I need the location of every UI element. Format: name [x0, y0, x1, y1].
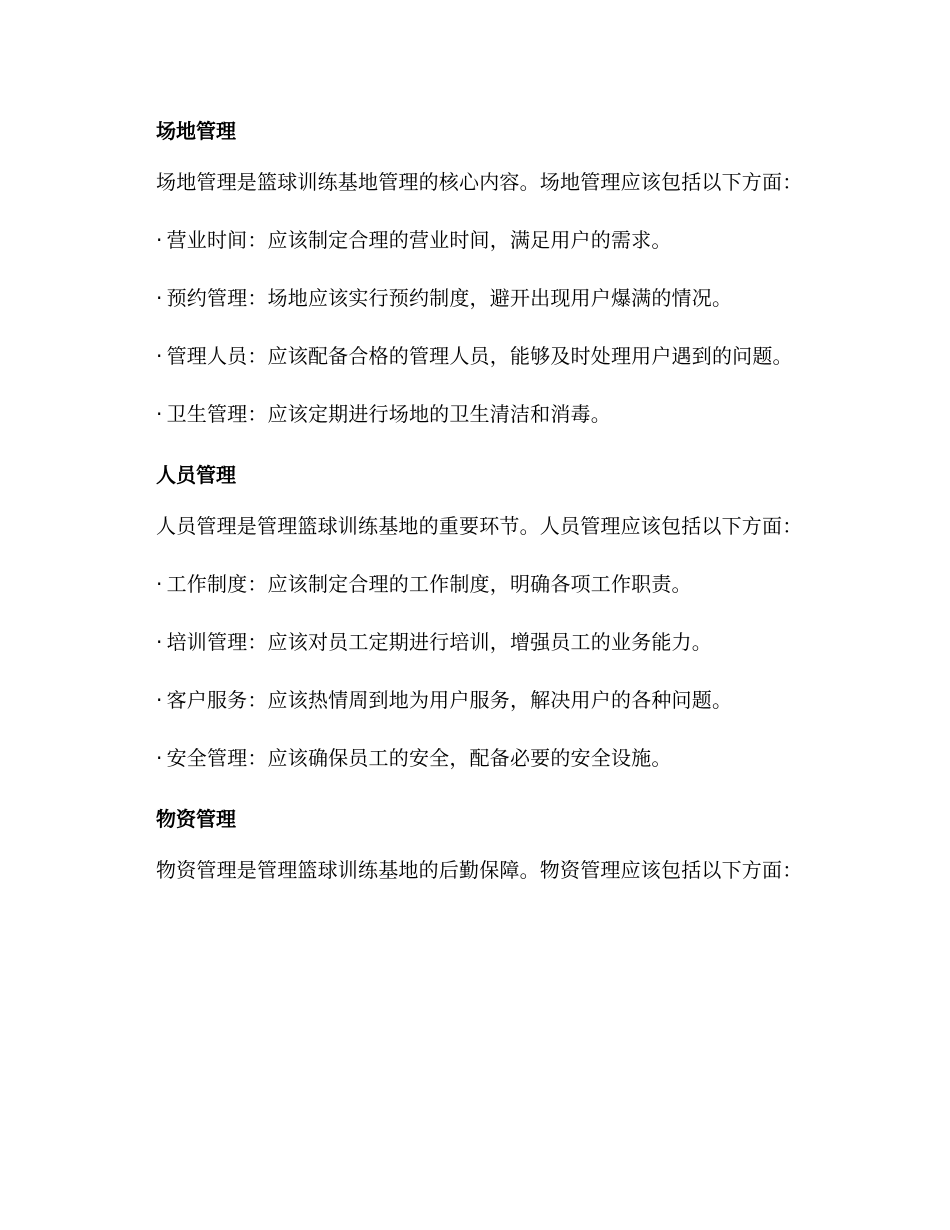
bullet-item	[112, 392, 838, 436]
section-heading: 场地管理	[156, 119, 236, 143]
bullet-dot: ·	[156, 286, 163, 310]
bullet-text: 营业时间：应该制定合理的营业时间，满足用户的需求。	[166, 228, 672, 252]
bullet-text: 预约管理：场地应该实行预约制度，避开出现用户爆满的情况。	[166, 286, 733, 310]
bullet-item	[112, 218, 838, 262]
section-materials-management	[112, 806, 838, 892]
bullet-item	[112, 678, 838, 722]
bullet-text: 安全管理：应该确保员工的安全，配备必要的安全设施。	[166, 746, 672, 770]
bullet-item	[112, 334, 838, 378]
bullet-dot: ·	[156, 402, 163, 426]
bullet-dot: ·	[156, 630, 163, 654]
bullet-text: 培训管理：应该对员工定期进行培训，增强员工的业务能力。	[166, 630, 712, 654]
bullet-item	[112, 620, 838, 664]
section-personnel-management	[112, 462, 838, 780]
bullet-item	[112, 562, 838, 606]
bullet-text: 工作制度：应该制定合理的工作制度，明确各项工作职责。	[166, 572, 692, 596]
bullet-text: 客户服务：应该热情周到地为用户服务，解决用户的各种问题。	[166, 688, 733, 712]
bullet-item	[112, 276, 838, 320]
section-intro: 场地管理是篮球训练基地管理的核心内容。场地管理应该包括以下方面：	[156, 170, 803, 194]
section-intro: 物资管理是管理篮球训练基地的后勤保障。物资管理应该包括以下方面：	[156, 858, 803, 882]
bullet-text: 管理人员：应该配备合格的管理人员，能够及时处理用户遇到的问题。	[166, 344, 793, 368]
bullet-dot: ·	[156, 572, 163, 596]
bullet-dot: ·	[156, 344, 163, 368]
section-venue-management	[112, 0, 838, 436]
section-heading: 人员管理	[156, 463, 236, 487]
bullet-item	[112, 736, 838, 780]
section-intro: 人员管理是管理篮球训练基地的重要环节。人员管理应该包括以下方面：	[156, 514, 803, 538]
bullet-dot: ·	[156, 688, 163, 712]
bullet-dot: ·	[156, 228, 163, 252]
bullet-text: 卫生管理：应该定期进行场地的卫生清洁和消毒。	[166, 402, 611, 426]
bullet-dot: ·	[156, 746, 163, 770]
section-heading: 物资管理	[156, 807, 236, 831]
